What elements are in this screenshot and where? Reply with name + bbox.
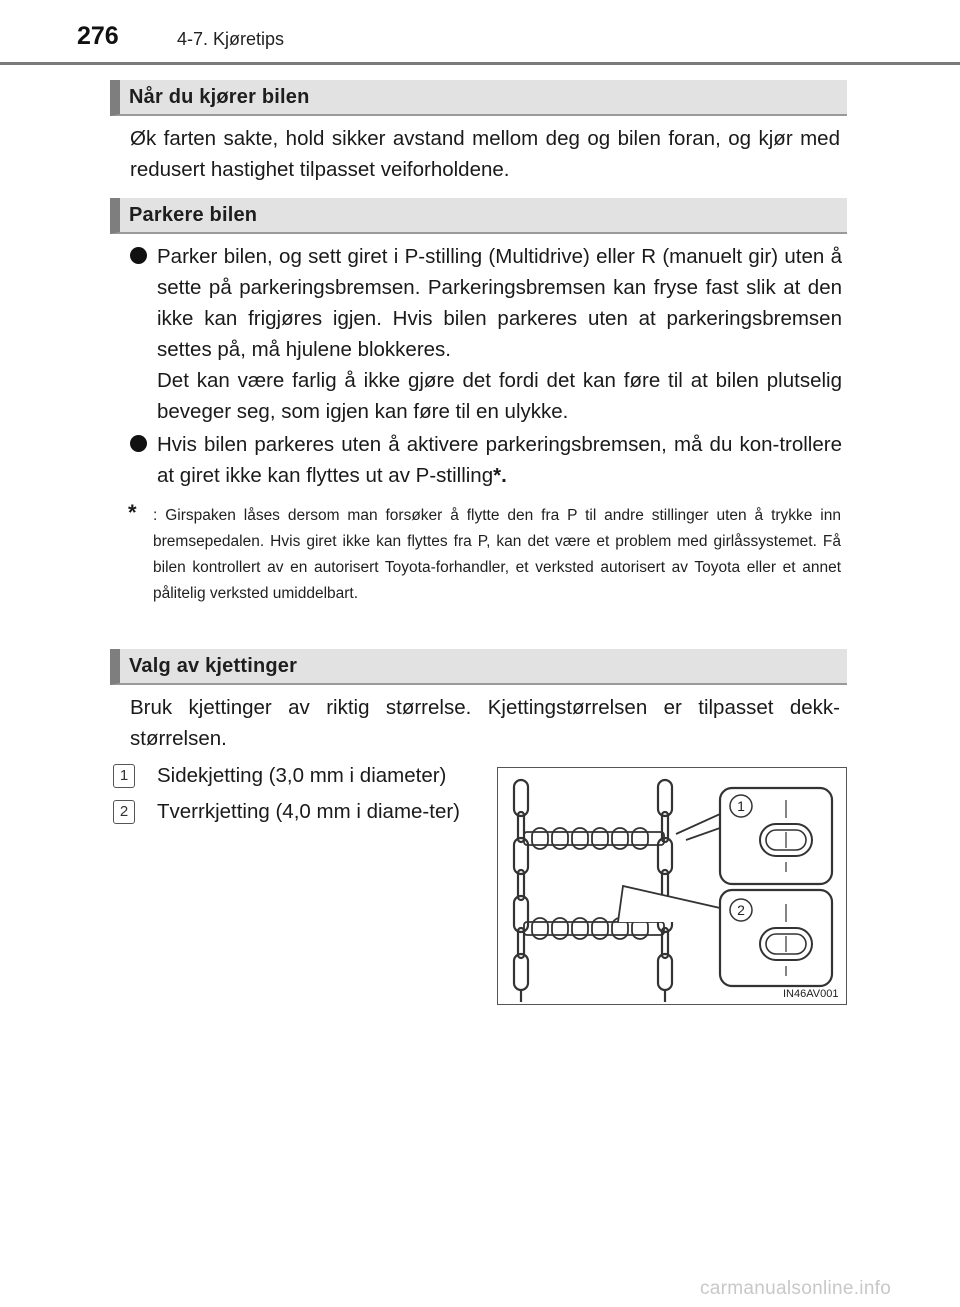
driving-paragraph: Øk farten sakte, hold sikker avstand mellom deg og bilen foran, og kjør med redusert hastighet tilpasset veiforholdene. [130, 127, 840, 181]
chain-drawing [498, 768, 846, 1004]
heading-chains [110, 649, 847, 685]
parking-bullet-1-text: Parker bilen, og sett giret i P-stilling (Multidrive) eller R (manuelt gir) uten å sette på parkeringsbremsen. Parkeringsbremsen kan fryse fast slik at den ikke kan frigjøres igjen. Hvis bilen parkeres uten at parkeringsbremsen settes på, må hjulene blokkeres. [157, 245, 842, 361]
chains-paragraph: Bruk kjettinger av riktig størrelse. Kjettingstørrelsen er tilpasset dekk-størrelsen. [130, 696, 840, 750]
item-number-badge: 2 [113, 800, 135, 824]
chain-illustration [497, 767, 847, 1005]
parking-bullet-2-text: Hvis bilen parkeres uten å aktivere parkeringsbremsen, må du kon-trollere at giret ikke kan flyttes ut av P-stilling [157, 433, 842, 487]
bullet-dot-icon [130, 435, 147, 452]
upper-cross-chain [524, 828, 664, 849]
footnote-text: : Girspaken låses dersom man forsøker å flytte den fra P til andre stillinger uten å trykke inn bremsepedalen. Hvis giret ikke kan flyttes fra P, kan det være et problem med girlåssystemet. Få bilen kontrollert av en autorisert Toyota-forhandler, et verksted autorisert av Toyota eller et annet pålitelig verksted umiddelbart. [153, 507, 841, 602]
callout-label-2: 2 [737, 902, 745, 918]
chain-item-1-text: Sidekjetting (3,0 mm i diameter) [157, 764, 447, 787]
figure-code: IN46AV001 [783, 988, 839, 1000]
header-divider [0, 62, 960, 65]
heading-chains-text: Valg av kjettinger [129, 655, 298, 677]
callout-label-1: 1 [737, 798, 745, 814]
heading-driving [110, 80, 847, 116]
bullet-dot-icon [130, 247, 147, 264]
footnote-marker: * [128, 500, 137, 525]
parking-bullet-1-warning: Det kan være farlig å ikke gjøre det fordi det kan føre til at bilen plutselig beveger seg, som igjen kan føre til en ulykke. [157, 369, 842, 423]
watermark: carmanualsonline.info [700, 1278, 892, 1299]
page-number: 276 [77, 22, 119, 50]
chain-item-2-text: Tverrkjetting (4,0 mm i diame-ter) [157, 800, 461, 823]
right-side-chain [658, 780, 672, 1002]
left-side-chain [514, 780, 528, 1002]
heading-parking [110, 198, 847, 234]
footnote-ref: *. [493, 464, 507, 487]
heading-driving-text: Når du kjører bilen [129, 86, 310, 108]
section-title: 4-7. Kjøretips [177, 29, 285, 49]
heading-parking-text: Parkere bilen [129, 204, 258, 226]
item-number-badge: 1 [113, 764, 135, 788]
